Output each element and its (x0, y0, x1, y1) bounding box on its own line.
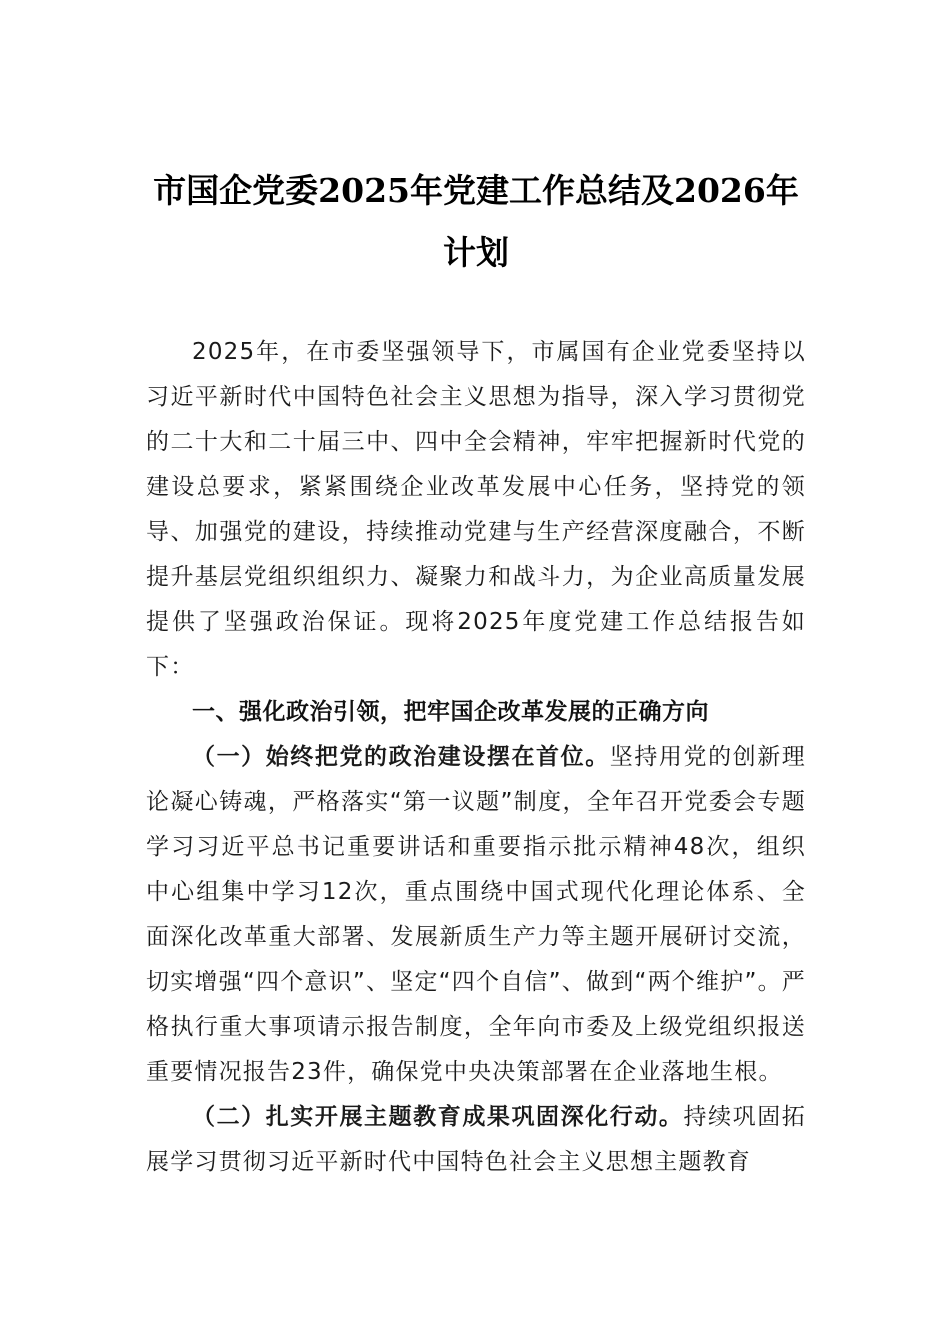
intro-paragraph: 2025年，在市委坚强领导下，市属国有企业党委坚持以习近平新时代中国特色社会主义思想为指导，深入学习贯彻党的二十大和二十届三中、四中全会精神，牢牢把握新时代党的建设总要求，紧紧围绕企业改革发展中心任务，坚持党的领导、加强党的建设，持续推动党建与生产经营深度融合，不断提升基层党组织组织力、凝聚力和战斗力，为企业高质量发展提供了坚强政治保证。现将2025年度党建工作总结报告如下： (146, 339, 806, 680)
item-lead-1: （一）始终把党的政治建设摆在首位。 (192, 744, 610, 770)
item-lead-2: （二）扎实开展主题教育成果巩固深化行动。 (192, 1104, 684, 1130)
item-text-1: 坚持用党的创新理论凝心铸魂，严格落实“第一议题”制度，全年召开党委会专题学习习近平总书记重要讲话和重要指示批示精神48次，组织中心组集中学习12次，重点围绕中国式现代化理论体系、全面深化改革重大部署、发展新质生产力等主题开展研讨交流，切实增强“四个意识”、坚定“四个自信”、做到“两个维护”。严格执行重大事项请示报告制度，全年向市委及上级党组织报送重要情况报告23件，确保党中央决策部署在企业落地生根。 (146, 744, 806, 1085)
title-line-2: 计划 (443, 233, 509, 272)
section-heading-1: 一、强化政治引领，把牢国企改革发展的正确方向 (192, 699, 709, 725)
section-item-2 (146, 1095, 806, 1185)
document-body (146, 330, 806, 1185)
item-text-2: 持续巩固拓展学习贯彻习近平新时代中国特色社会主义思想主题教育 (146, 1104, 806, 1175)
document-title (146, 160, 806, 284)
title-line-1: 市国企党委2025年党建工作总结及2026年 (153, 171, 799, 210)
section-item-1 (146, 735, 806, 1095)
